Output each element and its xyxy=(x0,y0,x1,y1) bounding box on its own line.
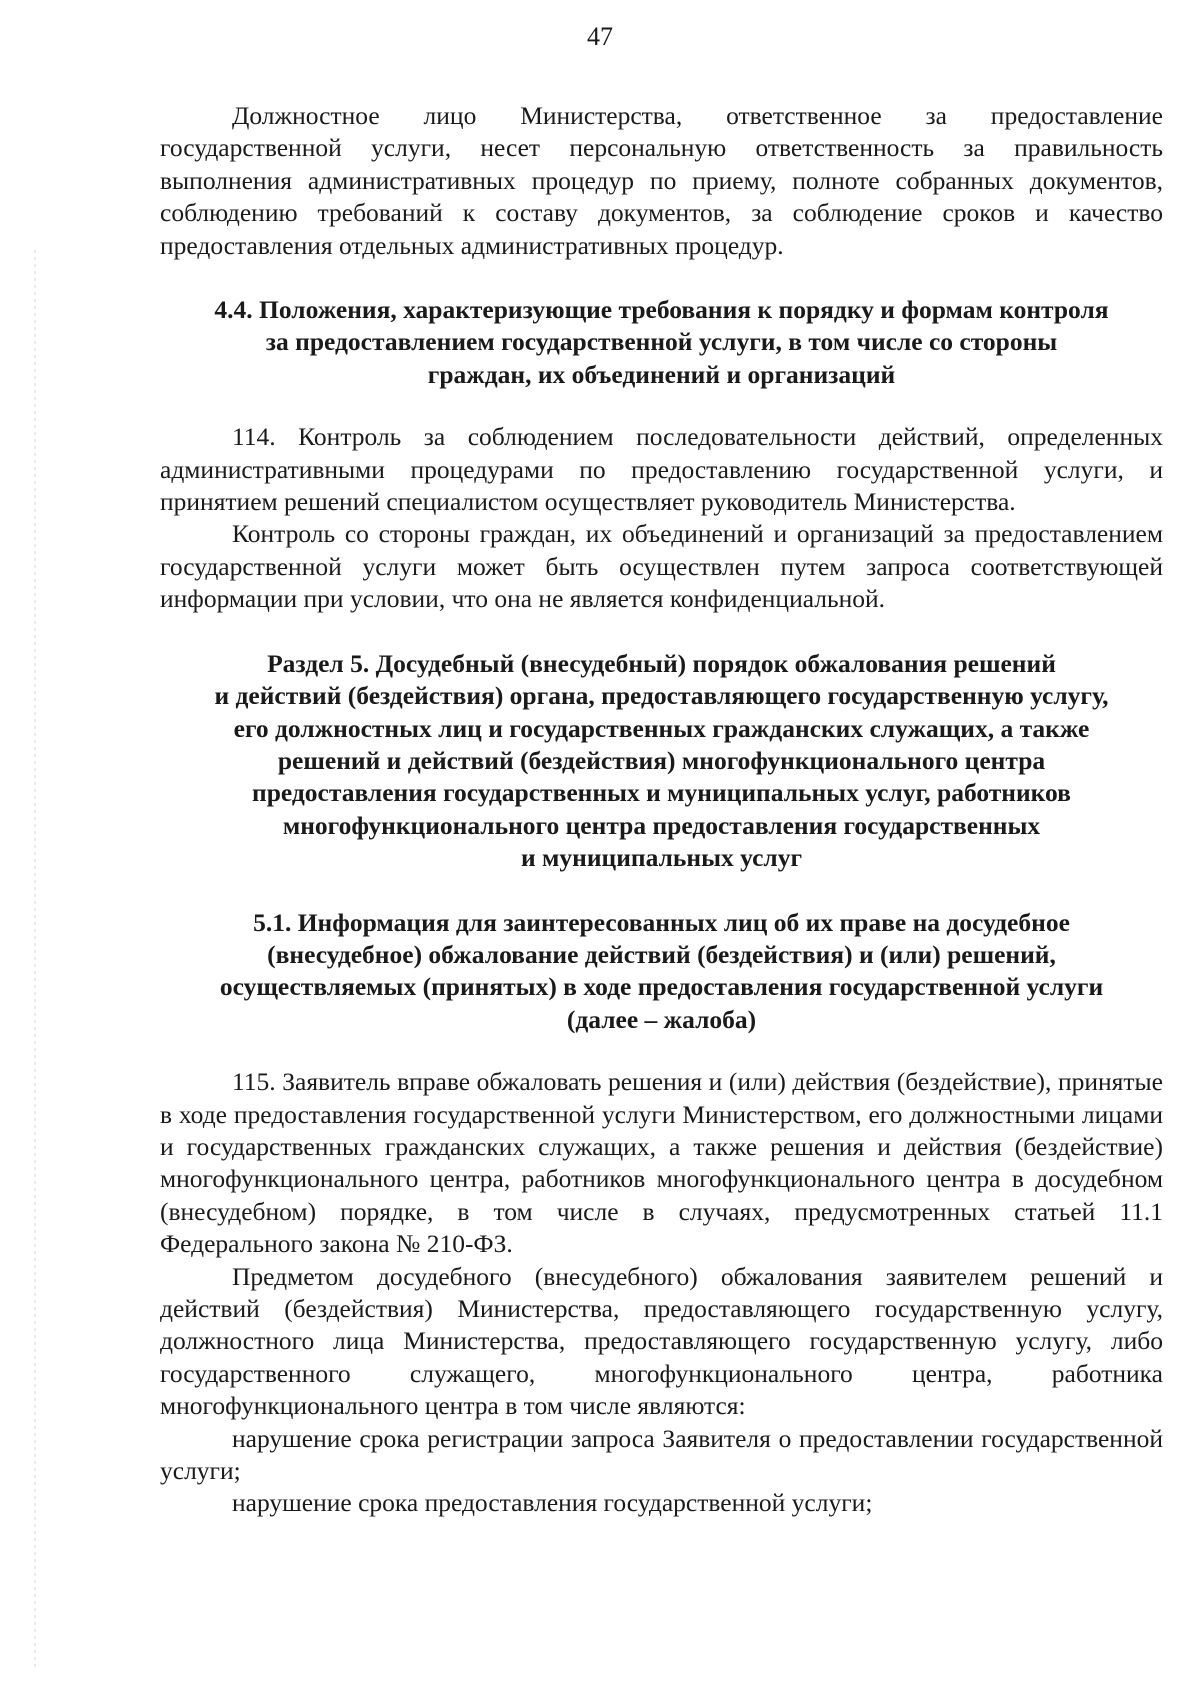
paragraph-appeal-subject: Предметом досудебного (внесудебного) обжалования заявителем решений и действий (бездействия) Министерства, предоставляющего государственную услугу, должностного лица Министерства, предоставляющего государственную услугу, либо государственного служащего, многофункционального центра, работника многофункционального центра в том числе являются: xyxy=(160,1261,1163,1421)
page-number: 47 xyxy=(587,22,613,51)
heading-line: 4.4. Положения, характеризующие требования к порядку и формам контроля xyxy=(214,295,1109,325)
heading-section-5 xyxy=(160,648,1163,875)
scan-edge-artifact xyxy=(34,250,36,1670)
heading-4-4 xyxy=(160,294,1163,391)
heading-line: и действий (бездействия) органа, предоставляющего государственную услугу, xyxy=(214,681,1109,711)
heading-line: многофункционального центра предоставления государственных xyxy=(282,810,1041,840)
list-item-registration-violation: нарушение срока регистрации запроса Заявителя о предоставлении государственной услуги; xyxy=(160,1423,1163,1486)
heading-line: и муниципальных услуг xyxy=(520,843,803,873)
heading-5-1 xyxy=(160,907,1163,1037)
heading-line: осуществляемых (принятых) в ходе предоставления государственной услуги xyxy=(219,972,1104,1002)
paragraph-115: 115. Заявитель вправе обжаловать решения и (или) действия (бездействие), принятые в ходе предоставления государственной услуги Министерством, его должностными лицами и государственных гражданских служащих, а также решения и действия (бездействие) многофункционального центра, работников многофункционального центра в досудебном (внесудебном) порядке, в том числе в случаях, предусмотренных статьей 11.1 Федерального закона № 210-ФЗ. xyxy=(160,1067,1163,1259)
document-body xyxy=(160,100,1163,1520)
heading-line: (далее – жалоба) xyxy=(566,1004,757,1034)
paragraph-public-control: Контроль со стороны граждан, их объединений и организаций за предоставлением государственной услуги может быть осуществлен путем запроса соответствующей информации при условии, что она не является конфиденциальной. xyxy=(160,519,1163,614)
list-item-service-term-violation: нарушение срока предоставления государственной услуги; xyxy=(232,1488,873,1518)
heading-line: Раздел 5. Досудебный (внесудебный) порядок обжалования решений xyxy=(267,648,1056,678)
heading-line: предоставления государственных и муниципальных услуг, работников xyxy=(252,778,1071,808)
heading-line: за предоставлением государственной услуги, в том числе со стороны xyxy=(265,327,1058,357)
paragraph-114: 114. Контроль за соблюдением последовательности действий, определенных административными процедурами по предоставлению государственной услуги, и принятием решений специалистом осуществляет руководитель Министерства. xyxy=(160,422,1163,517)
heading-line: граждан, их объединений и организаций xyxy=(427,359,896,389)
heading-line: решений и действий (бездействия) многофункционального центра xyxy=(277,745,1046,775)
paragraph-official-responsibility: Должностное лицо Министерства, ответственное за предоставление государственной услуги, несет персональную ответственность за правильность выполнения административных процедур по приему, полноте собранных документов, соблюдению требований к составу документов, за соблюдение сроков и качество предоставления отдельных административных процедур. xyxy=(160,101,1163,260)
heading-line: (внесудебное) обжалование действий (бездействия) и (или) решений, xyxy=(267,939,1056,969)
heading-line: 5.1. Информация для заинтересованных лиц об их праве на досудебное xyxy=(253,907,1070,937)
heading-line: его должностных лиц и государственных гражданских служащих, а также xyxy=(233,713,1090,743)
